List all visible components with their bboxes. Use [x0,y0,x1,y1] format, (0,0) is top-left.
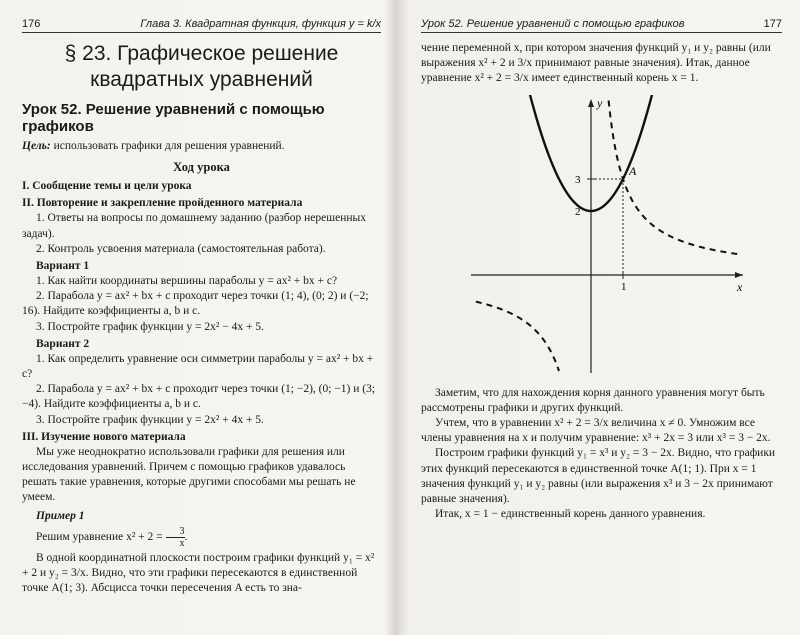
hyperbola-branch-negative [476,301,559,370]
left-running-head [22,18,381,33]
equation-post: . [184,531,188,543]
fraction-denominator: x [166,537,185,549]
goal-label: Цель: [22,140,51,152]
lesson-title: Урок 52. Решение уравнений с помощью графиков [22,101,325,135]
step-2: II. Повторение и закрепление пройденного материала [22,197,303,210]
given-text: Учтем, что в уравнении x² + 2 = 3/x величина x ≠ 0. Умножим все члены уравнения на x и получим уравнение: x³ + 2x = 3 или x³ = 3 − 2x. [421,417,771,445]
function-graph [451,95,751,380]
course-title: Ход урока [173,160,230,175]
variant-2-q1: 1. Как определить уравнение оси симметрии параболы y = ax² + bx + c? [22,352,374,381]
item-2: 2. Контроль усвоения материала (самостоятельная работа). [36,242,326,255]
note-text: Заметим, что для нахождения корня данного уравнения могут быть рассмотрены графики и других функций. [421,386,765,414]
fraction-numerator: 3 [179,525,185,537]
variant-2-q3: 3. Постройте график функции y = 2x² + 4x + 5. [36,413,264,426]
continuation-text: чение переменной x, при котором значения функций y₁ и y₂ равны (или выражения x² + 2 и 3/x принимают равные значения). Итак, данное уравнение x² + 2 = 3/x имеет единственный корень x = 1. [421,42,771,85]
variant-1-q3: 3. Постройте график функции y = 2x² − 4x + 5. [36,320,264,333]
variant-1-q1: 1. Как найти координаты вершины параболы y = ax² + bx + c? [36,275,338,288]
example-label: Пример 1 [36,509,85,522]
section-title-line-2: квадратных уравнений [90,68,313,91]
final-text: Итак, x = 1 − единственный корень данного уравнения. [435,508,706,521]
variant-1-label: Вариант 1 [36,260,90,273]
goal [22,139,381,154]
goal-text: использовать графики для решения уравнений. [50,140,285,152]
variant-2-q2: 2. Парабола y = ax² + bx + c проходит через точки (1; −2), (0; −1) и (3; −4). Найдите коэффициенты a, b и c. [22,383,376,411]
right-page-number: 177 [763,18,782,30]
build-text: Построим графики функций y₁ = x³ и y₂ = 3 − 2x. Видно, что графики этих функций пересекаются в единственной точке A(1; 1). При x = 1 значения функций y₁ и y₂ равны (или выражения x³ и 3 − 2x принимают равные значения). [421,447,776,506]
tick-label-2: 2 [575,205,581,218]
equation-line [22,526,381,549]
y-axis-label: y [597,95,603,110]
tick-label-1: 1 [621,280,627,293]
left-page [0,0,395,635]
y-axis-arrow-icon [588,99,594,107]
plane-text: В одной координатной плоскости построим графики функций y₁ = x² + 2 и y₂ = 3/x. Видно, что эти графики пересекаются в единственной точке A(1; 3). Абсцисса точки пересечения A есть то зна- [22,551,375,595]
point-a-label: A [629,163,637,178]
variant-1-q2: 2. Парабола y = ax² + bx + c проходит через точки (1; 4), (0; 2) и (−2; 16). Найдите коэффициенты a, b и c. [22,290,369,318]
step-3: III. Изучение нового материала [22,430,186,443]
equation-pre: Решим уравнение x² + 2 = [36,531,166,543]
left-chapter-title: Глава 3. Квадратная функция, функция y = k/x [140,18,381,30]
section-title-line-1: § 23. Графическое решение [64,42,339,65]
right-running-head [421,18,782,33]
item-1: 1. Ответы на вопросы по домашнему заданию (разбор нерешенных задач). [22,212,366,240]
left-page-number: 176 [22,18,41,30]
variant-2-label: Вариант 2 [36,337,90,350]
right-page [405,0,800,635]
x-axis-label: x [737,279,743,294]
equation-fraction [166,526,185,549]
section-title [22,41,381,93]
step-1: I. Сообщение темы и цели урока [22,180,192,193]
x-axis-arrow-icon [735,272,743,278]
right-lesson-title: Урок 52. Решение уравнений с помощью графиков [421,18,685,30]
new-material-text: Мы уже неоднократно использовали графики для решения или исследования уравнений. Причем с помощью графиков удавалось решать такие уравнения, которые другими способами мы решать не умеем. [22,445,356,504]
tick-label-3: 3 [575,173,581,186]
